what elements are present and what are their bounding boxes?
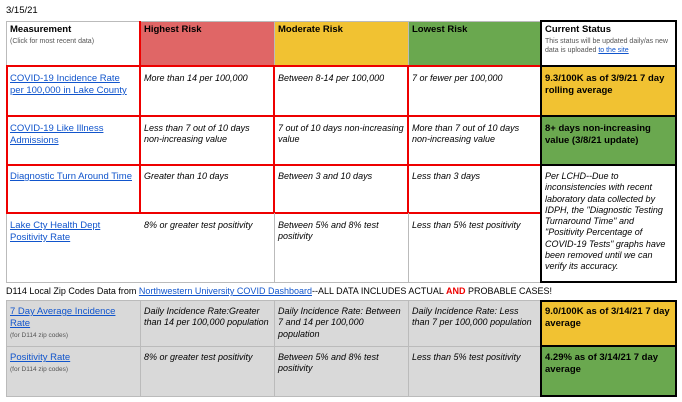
status-line-h3 — [540, 164, 677, 166]
row-positivity-highest: 8% or greater test positivity — [144, 220, 253, 230]
zip-status-line-bottom — [540, 395, 677, 397]
zip-incidence-measure — [6, 301, 140, 346]
row-cli-measure — [6, 116, 140, 165]
header-highest-risk — [140, 21, 274, 66]
cli-admissions-link[interactable]: COVID-19 Like Illness Admissions — [10, 123, 104, 146]
row-positivity-measure — [6, 213, 140, 282]
status-line-h2 — [540, 115, 677, 117]
header-status-title: Current Status — [545, 24, 611, 35]
row-cli-status: 8+ days non-increasing value (3/8/21 update) — [541, 116, 676, 165]
zip-incidence-moderate: Daily Incidence Rate: Between 7 and 14 per 100,000 population — [274, 301, 408, 346]
header-measurement-note: (Click for most recent data) — [10, 37, 95, 45]
row-positivity-moderate: Between 5% and 8% test positivity — [278, 220, 379, 242]
grid-h-v2 — [274, 21, 275, 65]
zip-positivity-status: 4.29% as of 3/14/21 7 day average — [541, 346, 676, 396]
status-line-bottom — [540, 281, 677, 283]
zip-grid-v2 — [274, 300, 275, 396]
row-incidence-measure — [6, 66, 140, 116]
status-line-top — [540, 20, 677, 22]
red-line-v3 — [407, 65, 409, 214]
zip-positivity-lowest: Less than 5% test positivity — [408, 346, 541, 396]
zip-data-banner — [6, 286, 552, 296]
row-turnaround-moderate: Between 3 and 10 days — [278, 171, 373, 181]
header-status-note — [545, 38, 672, 56]
zip-incidence-link[interactable]: 7 Day Average Incidence Rate — [10, 306, 116, 329]
row-incidence-lowest: 7 or fewer per 100,000 — [412, 73, 503, 83]
zip-positivity-note: (for D114 zip codes) — [10, 365, 69, 373]
turnaround-link[interactable]: Diagnostic Turn Around Time — [10, 171, 132, 182]
zip-positivity-link[interactable]: Positivity Rate — [10, 352, 71, 363]
header-moderate-risk — [274, 21, 408, 66]
header-status-note-text: This status will be updated daily/as new data is uploaded — [545, 37, 668, 54]
header-lowest-risk — [408, 21, 541, 66]
positivity-link[interactable]: Lake Cty Health Dept Positivity Rate — [10, 220, 101, 243]
status-site-link[interactable]: to the site — [598, 46, 629, 54]
row-turnaround-lowest: Less than 3 days — [412, 171, 481, 181]
incidence-rate-link[interactable]: COVID-19 Incidence Rate per 100,000 in Lake County — [10, 73, 127, 96]
status-line-h1 — [540, 65, 677, 67]
header-measurement — [6, 21, 140, 66]
zip-incidence-highest: Daily Incidence Rate:Greater than 14 per 100,000 population — [140, 301, 274, 346]
northwestern-dashboard-link[interactable]: Northwestern University COVID Dashboard — [138, 286, 312, 296]
banner-post: PROBABLE CASES! — [465, 286, 553, 296]
zip-grid-v3 — [408, 300, 409, 396]
zip-incidence-note: (for D114 zip codes) — [10, 331, 69, 339]
header-highest-label: Highest Risk — [144, 24, 202, 35]
row-incidence-highest: More than 14 per 100,000 — [144, 73, 248, 83]
zip-incidence-status: 9.0/100K as of 3/14/21 7 day average — [541, 301, 676, 346]
status-line-left — [540, 20, 542, 283]
row-turnaround-highest: Greater than 10 days — [144, 171, 229, 181]
merged-status-note: Per LCHD--Due to inconsistencies with recent laboratory data collected by IDPH, the "Diagnostic Testing Turnaround Time" and "Positivity Percentage of COVID-19 Tests" graphs have been removed until we can verify its accuracy. — [545, 171, 666, 271]
zip-positivity-moderate: Between 5% and 8% test positivity — [274, 346, 408, 396]
header-current-status — [541, 21, 676, 66]
row-cli-moderate: 7 out of 10 days non-increasing value — [278, 123, 404, 145]
banner-mid: --ALL DATA INCLUDES ACTUAL — [311, 286, 447, 296]
grid-r4-v3 — [408, 213, 409, 282]
zip-incidence-lowest: Daily Incidence Rate: Less than 7 per 100,000 population — [408, 301, 541, 346]
header-moderate-label: Moderate Risk — [278, 24, 343, 35]
red-line-v1 — [139, 21, 141, 214]
row-incidence-moderate: Between 8-14 per 100,000 — [278, 73, 385, 83]
row-cli-highest: Less than 7 out of 10 days non-increasing value — [144, 123, 250, 145]
header-measurement-title: Measurement — [10, 24, 72, 35]
zip-status-line-mid — [540, 345, 677, 347]
banner-and: AND — [446, 286, 466, 296]
status-line-right — [675, 20, 677, 283]
zip-grid-v1 — [140, 300, 141, 396]
row-positivity-lowest: Less than 5% test positivity — [412, 220, 521, 230]
banner-pre: D114 Local Zip Codes Data from — [6, 286, 139, 296]
zip-status-line-right — [675, 300, 677, 397]
zip-status-line-top — [540, 300, 677, 302]
row-cli-lowest: More than 7 out of 10 days non-increasing value — [412, 123, 520, 145]
zip-grid-v0 — [6, 300, 7, 396]
row-incidence-status: 9.3/100K as of 3/9/21 7 day rolling average — [541, 66, 676, 116]
header-lowest-label: Lowest Risk — [412, 24, 468, 35]
grid-h-v3 — [408, 21, 409, 65]
grid-r4-v2 — [274, 213, 275, 282]
zip-positivity-measure — [6, 346, 140, 396]
red-line-v0 — [6, 65, 8, 214]
report-date: 3/15/21 — [6, 5, 38, 16]
row-turnaround-measure — [6, 165, 140, 213]
zip-status-line-left — [540, 300, 542, 397]
zip-positivity-highest: 8% or greater test positivity — [140, 346, 274, 396]
red-line-v2 — [273, 65, 275, 214]
